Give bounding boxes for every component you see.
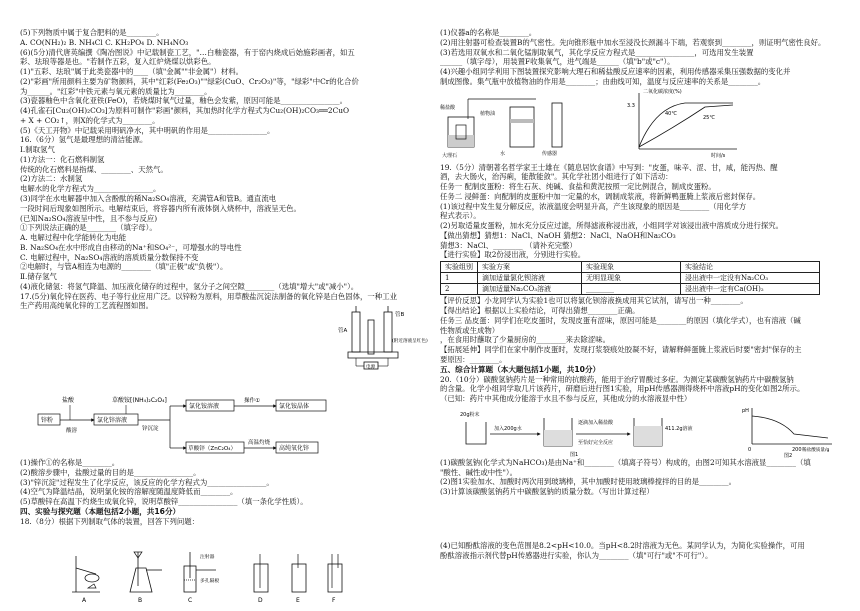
tube-b-label: 管B <box>395 312 405 318</box>
text-line: (4)液化储氢：将氢气降温、加压液化储存的过程中，氢分子之间空隙________（选填"增大"或"减小"）。 <box>20 281 359 291</box>
left-text-block-b <box>20 458 425 527</box>
text-line: (2)方法二：水制氢 <box>20 174 83 184</box>
fig1-powder: 20g粉末 <box>460 411 480 418</box>
text-line: 程式表示）。 <box>440 211 481 221</box>
table-cell: 无明显现象 <box>582 273 681 284</box>
text-line: 任务三 品皮蛋：同学们在吃皮蛋时，发现皮蛋有涩味，原因可能是________的原因（填化学式），也有溶液（碱 <box>440 315 801 325</box>
answer-space <box>440 497 848 541</box>
text-line: A. CO(NH₂)₂ B. NH₄Cl C. KH₂PO₄ D. NH₄NO₃ <box>20 37 189 47</box>
right-text-block-c <box>440 296 848 404</box>
text-line: (已知Na₂SO₄溶液呈中性，且不参与反应) <box>20 213 158 223</box>
text-line: (2)图1实验加水、加酸时两次用到玻璃棒，其中加酸时使用玻璃棒搅拌的目的是________。 <box>440 477 737 487</box>
table-cell: 浸出液中一定没有Na₂CO₃ <box>681 273 820 284</box>
text-line: 四、实验与探究题（本题包括2小题，共16分） <box>20 506 181 516</box>
marble-label: 大理石 <box>442 152 458 159</box>
text-line: ②电解时，与管A相连为电源的________（填"正极"或"负极"）。 <box>20 262 228 272</box>
table-cell: 滴加适量Na₂CO₃溶液 <box>478 284 582 295</box>
flow-nh4cl: 氯化铵溶液 <box>189 403 220 410</box>
text-line: （已知：药片中其他成分能溶于水且不参与反应，其他成分的水溶液显中性） <box>440 394 692 404</box>
ph-figure-area <box>440 404 848 458</box>
right-text-block-b <box>440 163 848 261</box>
text-line: (4)已知酚酞溶液的变色范围是8.2<pH<10.0。当pH<8.2时溶液为无色。某同学认为，为简化实验操作，可用 <box>440 540 805 550</box>
apparatus-f: F <box>332 597 336 604</box>
text-line: (3)计算该碳酸氢钠药片中碳酸氢钠的质量分数。（写出计算过程） <box>440 487 654 497</box>
right-column <box>440 28 848 603</box>
text-line: 19.（5分）清朝著名哲学家王士雄在《随息居饮食谱》中写到："皮蛋，味辛、涩、甘，咸，能泻热、醒 <box>440 162 778 172</box>
table-row <box>441 284 820 295</box>
text-line: 【评价反思】小龙同学认为实验1也可以将氯化钡溶液换成用其它试剂，请写出一种________。 <box>440 296 748 306</box>
zinc-oxide-flowchart <box>36 394 366 462</box>
text-line: 一段时间后现象如图所示。电解结束后，将容器内所有液体倒入烧杯中，溶液呈无色。 <box>20 203 301 213</box>
table-header: 实验结论 <box>681 262 820 273</box>
marble-apparatus <box>440 89 590 161</box>
text-line: 17.(5分)氧化锌在医药、电子等行业应用广泛。以锌粉为原料，用草酸盐沉淀法制备的氧化锌是白色固体，一种工业 <box>20 291 397 301</box>
table-cell: 浸出液中一定有Ca(OH)₂ <box>681 284 820 295</box>
text-line: 性物质或生成物） <box>440 325 500 335</box>
text-line: (1)仪器a的名称是________。 <box>440 28 537 37</box>
text-line: + X + CO₂↑，则X的化学式为________。 <box>20 115 160 125</box>
text-line: (4)空气为降温结晶，说明氯化铵的溶解度随温度降低而________。 <box>20 487 238 497</box>
text-line: (1)"五彩、珐琅"属于此类瓷器中的____（填"金属""非金属"）材料。 <box>20 67 244 77</box>
table-cell: 1 <box>441 273 478 284</box>
acid-label: 稀盐酸 <box>440 104 456 111</box>
fig2-xlabel: 稀盐酸质量/g <box>802 447 830 453</box>
flow-zno: 高纯氧化锌 <box>279 445 310 452</box>
text-line: 为______。"红彩"中铁元素与氧元素的质量比为________。 <box>20 86 212 96</box>
flow-op: 操作① <box>244 398 260 404</box>
flow-zncl: 氯化锌溶液 <box>97 417 128 424</box>
table-header: 实验组别 <box>441 262 478 273</box>
text-line: 【拓展延伸】同学们在家中制作皮蛋时，发现打浆裂痕处胶凝不好，请解释鲜蛋腌上浆液后时要"密封"保存的主 <box>440 345 802 355</box>
apparatus-b: B <box>138 597 143 604</box>
graph-xlab: 时间/s <box>711 152 726 159</box>
text-line: (3)同学在水电解器中加入含酚酞的稀Na₂SO₄溶液，充满管A和管B。通直流电 <box>20 194 277 204</box>
sensor-label: 传感器 <box>542 150 558 157</box>
graph-yv: 3.3 <box>627 102 635 109</box>
text-line: 【得出结论】根据以上实验结论，可得出猜想________正确。 <box>440 306 640 316</box>
electrolysis-figure <box>338 302 428 374</box>
text-line: 18.（8分）根据下列制取气体的装置，回答下列问题： <box>20 516 200 526</box>
text-line: (1)该过程中发生复分解反应，浓液温度会明显升高，产生该现象的原因是________（用化学方 <box>440 201 747 211</box>
water-label: 水 <box>500 150 506 157</box>
apparatus-e: E <box>296 597 300 604</box>
right-text-block-a <box>440 28 848 87</box>
table-cell: ________ <box>582 284 681 295</box>
fig2-ph-graph <box>740 404 840 458</box>
fig1-label: 图1 <box>570 451 579 458</box>
text-line: (3)"锌沉淀"过程发生了化学反应，该反应的化学方程式为________________。 <box>20 477 274 487</box>
apparatus-a: A <box>82 597 87 604</box>
right-text-block-e <box>440 541 848 561</box>
left-column <box>20 28 428 604</box>
power-label: 电源 <box>366 365 376 370</box>
text-line: 20.（10分）碳酸氢钠药片是一种常用的抗酸药，能用于治疗胃酸过多症。为测定某碳酸氢钠药片中碳酸氢钠 <box>440 374 794 384</box>
text-line: "酸性、碱性或中性"）。 <box>440 467 518 477</box>
fig1-experiment <box>460 404 710 458</box>
fig1-mass: 411.2g溶液 <box>665 425 693 432</box>
text-line: (2)"彩画"所用颜料主要为矿物颜料，其中"红彩(Fe₂O₃)""绿彩(CuO、Cr₂O₃)"等，"绿彩"中Cr的化合价 <box>20 76 359 86</box>
flow-oxalate-label: 草酸铵[(NH₄)₂C₂O₄] <box>112 397 167 404</box>
text-line: 制成图像。集气瓶中放植物油的作用是________；由曲线可知，温度与反应速率的关系是________。 <box>440 76 766 86</box>
text-line: (2)另取适量皮蛋粉，加水充分反应过滤，所得滤液称浸出液，小组同学对该浸出液中溶质成分进行探究。 <box>440 221 784 231</box>
text-line: 五、综合计算题（本大题包括1小题，共10分） <box>440 364 601 374</box>
text-line: ，在食用时蘸取了少量厨房的________来去除涩味。 <box>440 335 610 345</box>
text-line: (1)碳酸氢钠(化学式为NaHCO₃)是由Na⁺和________（填离子符号）构成的，由图2可知其水溶液显________（填 <box>440 457 811 467</box>
text-line: (3)若选用双氧水和二氧化锰制取氧气，其化学反应方程式是________________，可选用发生装置 <box>440 47 754 57</box>
flow-burn: 高温灼烧 <box>248 440 271 446</box>
text-line: 16.（6分）氢气是最理想的清洁能源。 <box>20 135 148 145</box>
text-line: (2)用注射器可检查装置B的气密性。先向锥形瓶中加水至浸没长颈漏斗下端，若观察到________，则证明气密性良好。 <box>440 37 826 47</box>
text-line: ①下列说法正确的是________（填字母）。 <box>20 223 157 233</box>
apparatus-c: C <box>188 597 193 604</box>
fig2-x1: 0 <box>748 446 752 453</box>
text-line: (6)(5分)清代唐英编撰《陶冶图说》中记载制瓷工艺，"…白釉瓷器，有于窑内烧成后始施彩画者，如五 <box>20 47 355 57</box>
text-line: A. 电解过程中化学能转化为电能 <box>20 233 127 243</box>
right-text-block-d <box>440 458 848 497</box>
flow-zn: 锌粉 <box>41 417 54 424</box>
fig2-x2: 200 <box>792 446 802 453</box>
electrolysis-note: (附近溶液呈红色) <box>392 339 428 344</box>
graph-title: 二氧化碳浓度(%) <box>643 88 682 95</box>
text-line: (5)下列物质中属于复合肥料的是________。 <box>20 28 164 37</box>
table-cell: 滴加适量氯化钡溶液 <box>478 273 582 284</box>
text-line: C. 电解过程中，Na₂SO₄溶液的溶质质量分数保持不变 <box>20 252 199 262</box>
text-line: (3)瓷器釉色中含氧化亚铁(FeO)，若烧煤时氧气过量，釉色会发紫，原因可能是________________。 <box>20 96 348 106</box>
table-header: 实验方案 <box>478 262 582 273</box>
flow-acid-label: 盐酸 <box>62 397 75 404</box>
fig1-add-water: 加入200g水 <box>494 425 522 432</box>
text-line: 任务一 配制皮蛋粉：将生石灰、纯碱、食盐和黄泥按照一定比例混合，制成皮蛋粉。 <box>440 182 716 192</box>
graph-t2: 25℃ <box>703 114 715 121</box>
text-line: 酚酞溶液指示剂代替pH传感器进行实验，你认为________（填"可行"或"不可行"）。 <box>440 550 713 560</box>
text-line: (5)《天工开物》中记载采用明矾净水，其中明矾的作用是________________。 <box>20 125 275 135</box>
table-header-row <box>441 262 820 273</box>
flow-settle: 锌沉淀 <box>142 426 159 432</box>
fig2-label: 图2 <box>784 452 793 459</box>
text-line: Ⅱ.储存氢气 <box>20 272 57 282</box>
syringe-note: 注射器 <box>200 555 215 560</box>
fig1-add-acid: 逐滴加入稀盐酸 <box>578 419 614 426</box>
table-cell: 2 <box>441 284 478 295</box>
text-line: (1)操作①的名称是________。 <box>20 458 120 467</box>
flow-acidify: 酸溶 <box>66 428 78 434</box>
partition-note: 多孔隔板 <box>200 579 220 584</box>
gas-apparatus-figure <box>66 548 366 604</box>
text-line: 要原因：________。 <box>440 354 507 364</box>
experiment-table <box>440 261 820 295</box>
left-text-block-a <box>20 28 425 311</box>
text-line: 生产药用高纯氧化锌的工艺流程图如图。 <box>20 301 154 311</box>
table-row <box>441 273 820 284</box>
text-line: (1)方法一：化石燃料制氢 <box>20 154 105 164</box>
text-line: 传统的化石燃料是指煤、________、天然气。 <box>20 164 168 174</box>
text-line: 【做出猜想】猜想1：NaCl、NaOH 猜想2：NaCl、NaOH和Na₂CO₃ <box>440 230 676 240</box>
text-line: 的含量。化学小组同学取几片该药片，研磨后进行图1实验，用pH传感器测得烧杯中溶液pH的变化如图2所示。 <box>440 384 805 394</box>
table-header: 实验现象 <box>582 262 681 273</box>
text-line: 彩、珐琅等器是也。"若制作五彩，复入红炉烧煤以烘彩色。 <box>20 57 216 67</box>
flow-crystal: 氯化铵晶体 <box>279 403 310 410</box>
fig1-to-end: 至恰好完全反应 <box>578 439 614 446</box>
text-line: 【进行实验】取2份浸出液，分别进行实验。 <box>440 250 586 260</box>
text-line: (4)兴趣小组同学利用下图装置探究影响大理石和稀盐酸反应速率的因素，利用传感器采集压强数据的变化并 <box>440 67 791 77</box>
oil-label: 植物油 <box>480 110 496 117</box>
text-line: (4)孔雀石[Cu₂(OH)₂CO₃]为原料可制作"彩画"颜料，其加热时化学方程式为Cu₂(OH)₂CO₃══2CuO <box>20 106 350 116</box>
text-line: 任务二 浸鲜蛋：向配制的皮蛋粉中加一定量的水，调制成浆液，将新鲜鸭蛋腌上浆液后密封保存。 <box>440 191 761 201</box>
flow-znox: 草酸锌（ZnC₂O₄） <box>188 446 237 452</box>
text-line: Ⅰ.制取氢气 <box>20 145 55 155</box>
text-line: ______（填字母），用装置F收集氧气，进气端是______（填"b"或"c"）。 <box>440 57 675 67</box>
apparatus-d: D <box>258 597 263 604</box>
graph-t1: 40℃ <box>665 110 677 117</box>
text-line: (2)酸溶步骤中，盐酸过量的目的是________________。 <box>20 467 201 477</box>
text-line: 电解水的化学方程式为________________。 <box>20 184 161 194</box>
text-line: 酒，去大肠火，治泻痢，能散能敛"。其化学社团小组进行了如下活动： <box>440 172 673 182</box>
marble-figure-area <box>440 87 848 163</box>
text-line: (5)草酸锌在高温下灼烧生成氧化锌，说明草酸锌________________（填一条化学性质）。 <box>20 497 308 507</box>
co2-graph <box>625 87 745 161</box>
tube-a-label: 管A <box>338 328 348 334</box>
fig2-ph: pH <box>742 407 749 414</box>
text-line: 猜想3：NaCl、________ （请补充完整） <box>440 240 577 250</box>
text-line: B. Na₂SO₄在水中形成自由移动的Na⁺和SO₄²⁻，可增强水的导电性 <box>20 242 242 252</box>
